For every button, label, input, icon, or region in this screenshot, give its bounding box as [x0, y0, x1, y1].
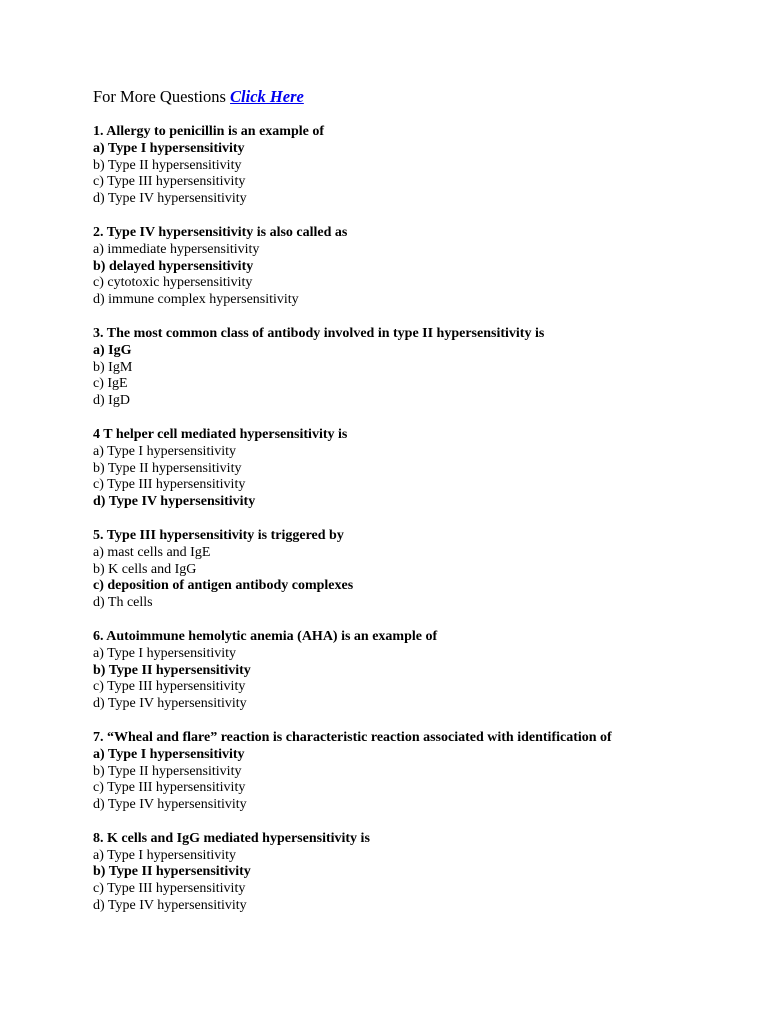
option-d: d) immune complex hypersensitivity	[93, 292, 299, 308]
question-text: 7. “Wheal and flare” reaction is characteristic reaction associated with identification of	[93, 729, 612, 745]
click-here-link[interactable]: Click Here	[230, 87, 304, 106]
question-text: 4 T helper cell mediated hypersensitivity is	[93, 426, 348, 442]
question-block-1	[93, 124, 743, 208]
option-b: b) Type II hypersensitivity	[93, 460, 242, 476]
option-a: a) Type I hypersensitivity	[93, 645, 237, 661]
header-prefix: For More Questions	[93, 87, 226, 106]
option-a: a) Type I hypersensitivity	[93, 443, 237, 459]
question-block-6	[93, 629, 743, 713]
option-c: c) Type III hypersensitivity	[93, 780, 246, 796]
question-block-4	[93, 427, 743, 511]
option-c: c) Type III hypersensitivity	[93, 679, 246, 695]
option-b: b) IgM	[93, 359, 133, 375]
question-block-7	[93, 730, 743, 814]
option-a: a) mast cells and IgE	[93, 544, 211, 560]
option-c: c) Type III hypersensitivity	[93, 881, 246, 897]
option-c: c) IgE	[93, 376, 128, 392]
option-b-answer: b) Type II hypersensitivity	[93, 662, 251, 678]
option-b: b) K cells and IgG	[93, 561, 197, 577]
document-page	[93, 86, 743, 932]
question-block-2	[93, 225, 743, 309]
option-b-answer: b) Type II hypersensitivity	[93, 864, 251, 880]
option-c: c) cytotoxic hypersensitivity	[93, 275, 253, 291]
option-c-answer: c) deposition of antigen antibody complexes	[93, 578, 354, 594]
question-text: 6. Autoimmune hemolytic anemia (AHA) is an example of	[93, 628, 438, 644]
option-d: d) Type IV hypersensitivity	[93, 696, 247, 712]
question-text: 1. Allergy to penicillin is an example of	[93, 124, 324, 139]
question-block-5	[93, 528, 743, 612]
option-c: c) Type III hypersensitivity	[93, 174, 246, 190]
option-a: a) immediate hypersensitivity	[93, 241, 260, 257]
option-d: d) Type IV hypersensitivity	[93, 898, 247, 914]
option-d: d) Type IV hypersensitivity	[93, 797, 247, 813]
question-block-8	[93, 831, 743, 915]
question-text: 3. The most common class of antibody involved in type II hypersensitivity is	[93, 325, 545, 341]
option-d: d) IgD	[93, 393, 130, 409]
question-text: 8. K cells and IgG mediated hypersensitivity is	[93, 830, 370, 846]
option-a-answer: a) Type I hypersensitivity	[93, 746, 245, 762]
option-d: d) Th cells	[93, 595, 153, 611]
question-text: 5. Type III hypersensitivity is triggered by	[93, 527, 344, 543]
option-a-answer: a) IgG	[93, 342, 132, 358]
question-text: 2. Type IV hypersensitivity is also called as	[93, 224, 348, 240]
option-a: a) Type I hypersensitivity	[93, 847, 237, 863]
option-d: d) Type IV hypersensitivity	[93, 191, 247, 207]
option-a-answer: a) Type I hypersensitivity	[93, 140, 245, 156]
option-b-answer: b) delayed hypersensitivity	[93, 258, 254, 274]
option-c: c) Type III hypersensitivity	[93, 477, 246, 493]
option-d-answer: d) Type IV hypersensitivity	[93, 494, 256, 510]
option-b: b) Type II hypersensitivity	[93, 157, 242, 173]
option-b: b) Type II hypersensitivity	[93, 763, 242, 779]
more-questions-header	[93, 86, 743, 108]
question-block-3	[93, 326, 743, 410]
